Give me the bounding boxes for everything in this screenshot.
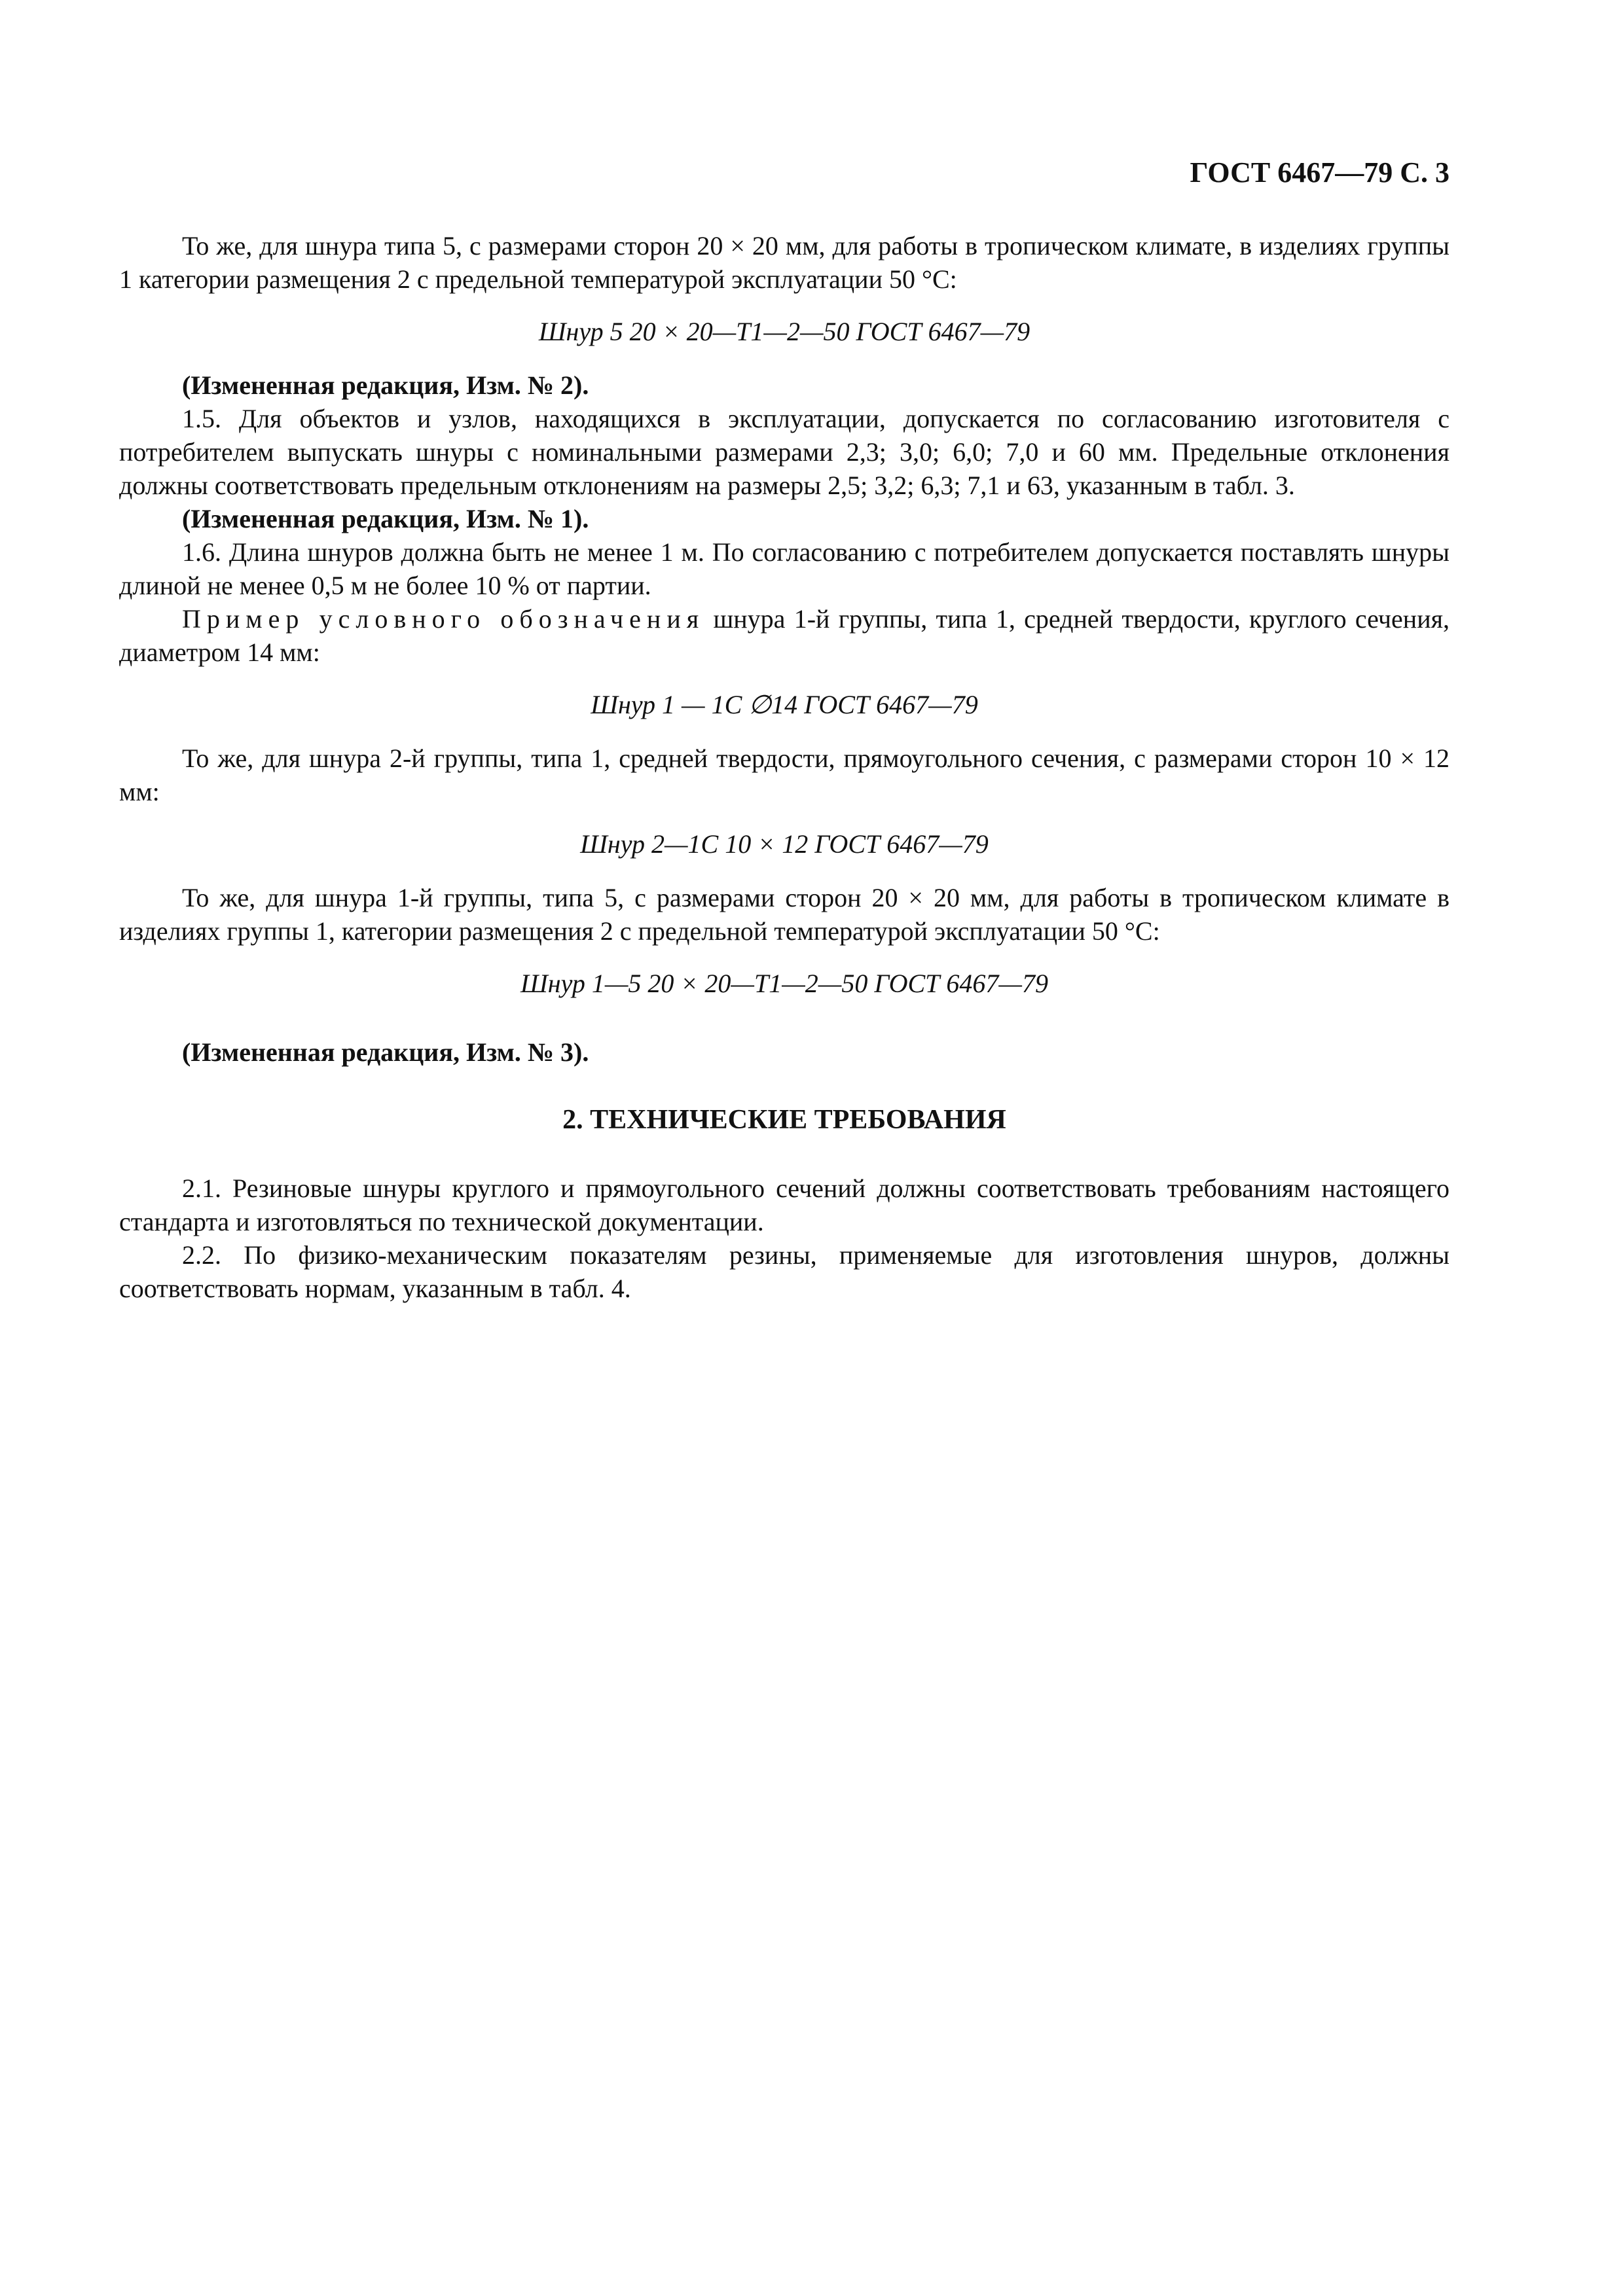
designation-formula-2: Шнур 1 — 1С ∅14 ГОСТ 6467—79 xyxy=(591,690,978,719)
page-content xyxy=(119,229,1450,1305)
amendment-note-1: (Измененная редакция, Изм. № 1). xyxy=(182,504,589,533)
example-label: Пример условного обозначения xyxy=(182,604,705,634)
designation-formula-3: Шнур 2—1С 10 × 12 ГОСТ 6467—79 xyxy=(580,829,989,859)
example-text: шнура 1-й группы, типа 1, средней твердости, круглого сечения, диаметром 14 мм: xyxy=(119,604,1450,667)
amendment-note-3: (Измененная редакция, Изм. № 3). xyxy=(182,1037,589,1067)
paragraph-1-6: 1.6. Длина шнуров должна быть не менее 1 м. По согласованию с потребителем допускается поставлять шнуры длиной не менее 0,5 м не более 10 % от партии. xyxy=(119,537,1450,600)
paragraph-2-1: 2.1. Резиновые шнуры круглого и прямоугольного сечений должны соответствовать требованиям настоящего стандарта и изготовляться по технической документации. xyxy=(119,1174,1450,1236)
amendment-note-2: (Измененная редакция, Изм. № 2). xyxy=(182,370,589,400)
paragraph-example-group1-type5: То же, для шнура 1-й группы, типа 5, с размерами сторон 20 × 20 мм, для работы в тропическом климате в изделиях группы 1, категории размещения 2 с предельной температурой эксплуатации 50 °С: xyxy=(119,883,1450,946)
designation-formula-4: Шнур 1—5 20 × 20—Т1—2—50 ГОСТ 6467—79 xyxy=(520,969,1048,998)
paragraph-2-2: 2.2. По физико-механическим показателям резины, применяемые для изготовления шнуров, должны соответствовать нормам, указанным в табл. 4. xyxy=(119,1240,1450,1303)
page-header: ГОСТ 6467—79 С. 3 xyxy=(1190,156,1450,188)
paragraph-example-group2: То же, для шнура 2-й группы, типа 1, средней твердости, прямоугольного сечения, с размерами сторон 10 × 12 мм: xyxy=(119,744,1450,806)
paragraph-example-intro xyxy=(119,602,1450,669)
section-heading: 2. ТЕХНИЧЕСКИЕ ТРЕБОВАНИЯ xyxy=(562,1105,1006,1135)
paragraph-example-type5: То же, для шнура типа 5, с размерами сторон 20 × 20 мм, для работы в тропическом климате, в изделиях группы 1 категории размещения 2 с предельной температурой эксплуатации 50 °С: xyxy=(119,231,1450,294)
designation-formula-1: Шнур 5 20 × 20—Т1—2—50 ГОСТ 6467—79 xyxy=(538,317,1030,346)
paragraph-1-5: 1.5. Для объектов и узлов, находящихся в эксплуатации, допускается по согласованию изготовителя с потребителем выпускать шнуры с номинальными размерами 2,3; 3,0; 6,0; 7,0 и 60 мм. Предельные отклонения должны соответствовать предельным отклонениям на размеры 2,5; 3,2; 6,3; 7,1 и 63, указанным в табл. 3. xyxy=(119,404,1450,500)
